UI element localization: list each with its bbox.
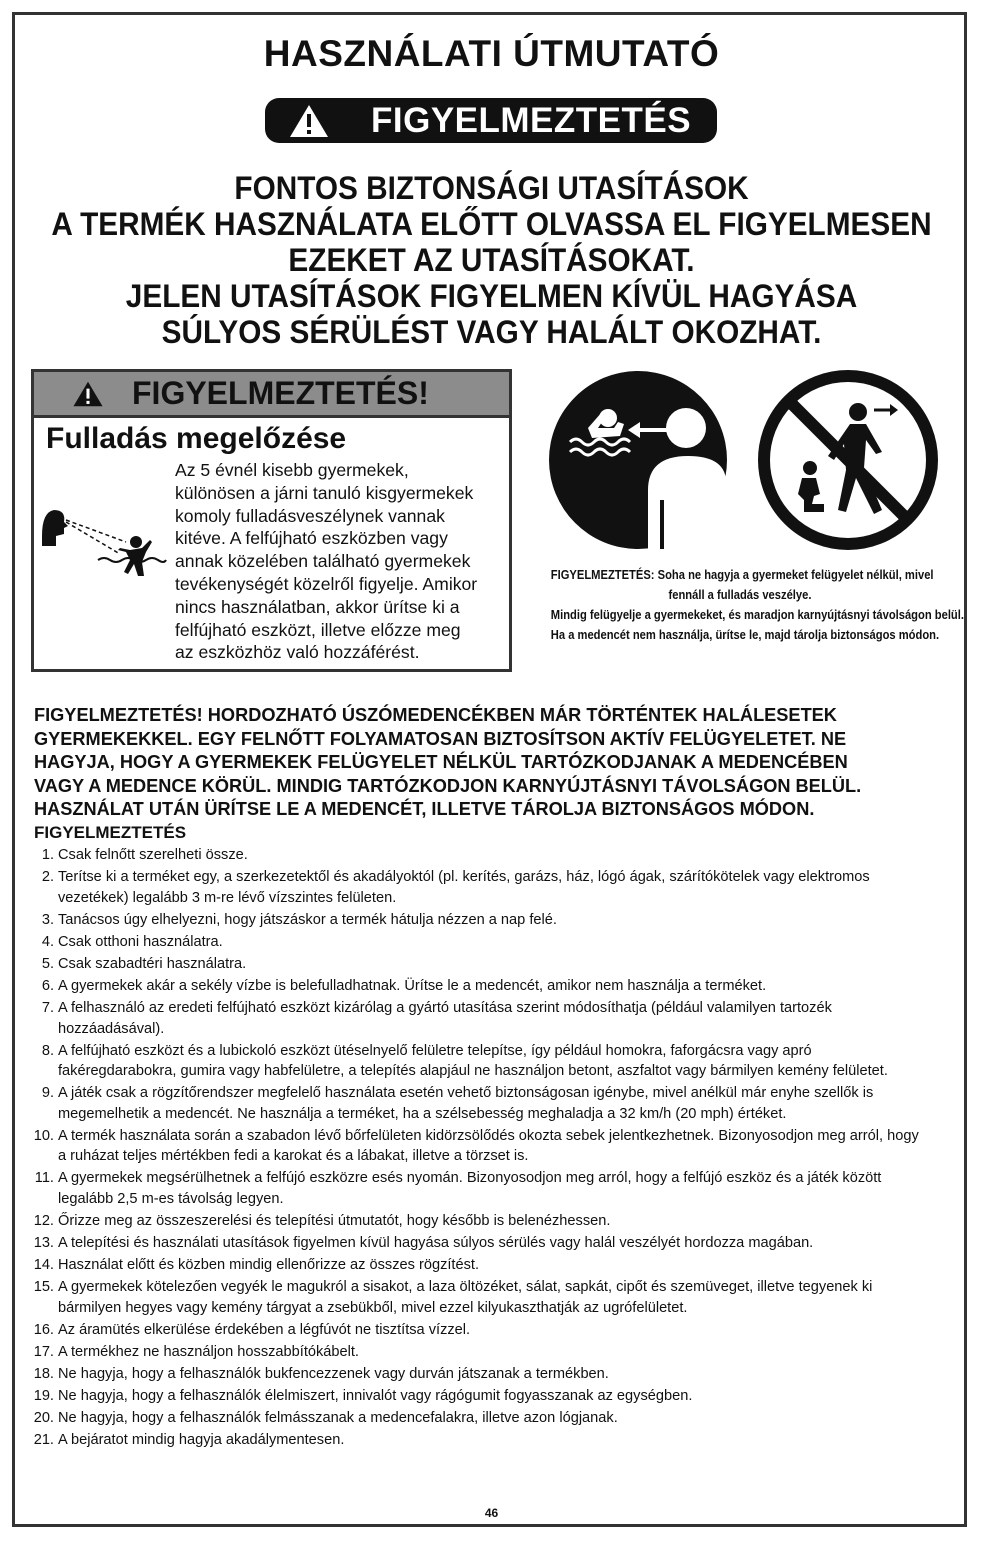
warning-list <box>30 845 930 1452</box>
drowning-warning-box <box>31 369 512 672</box>
safety-line: A TERMÉK HASZNÁLATA ELŐTT OLVASSA EL FIGYELMESEN <box>51 206 932 242</box>
list-item: 11. A gyermekek megsérülhetnek a felfújó eszközre esés nyomán. Bizonyosodjon meg arról, hogy a felfújó eszköz és a játék között legalább 2,5 m-es távolság legyen. <box>34 1170 882 1207</box>
list-item: 5. Csak szabadtéri használatra. <box>41 955 247 972</box>
list-item: 14. Használat előtt és közben mindig ellenőrizze az összes rögzítést. <box>33 1257 479 1274</box>
pictogram-caption <box>520 565 964 645</box>
warning-banner <box>265 98 717 143</box>
warning-box-line: annak közelében található gyermekek <box>175 551 471 572</box>
safety-line: FONTOS BIZTONSÁGI UTASÍTÁSOK <box>234 170 749 206</box>
pool-warning-paragraph <box>34 704 954 822</box>
drowning-child-icon <box>38 502 168 582</box>
page-title: HASZNÁLATI ÚTMUTATÓ <box>263 33 720 74</box>
safety-line: JELEN UTASÍTÁSOK FIGYELMEN KÍVÜL HAGYÁSA <box>125 278 858 314</box>
pictogram-caption-line: FIGYELMEZTETÉS: Soha ne hagyja a gyermeket felügyelet nélkül, mivel <box>550 567 934 582</box>
list-item: 13. A telepítési és használati utasítások figyelmen kívül hagyása súlyos sérülés vagy halál veszélyét hordozza magában. <box>33 1235 814 1252</box>
list-item: 15. A gyermekek kötelezően vegyék le magukról a sisakot, a laza öltözéket, sálat, sapkát, cipőt és szemüveget, illetve tegyenek ki bármilyen hegyes vagy kemény tárgyat a zsebükből, mivel ezzel kilyukaszthatják az ugrófelületet. <box>33 1279 873 1316</box>
warning-box-line: felfújható eszközt, illetve előzze meg <box>175 619 461 640</box>
list-item: 4. Csak otthoni használatra. <box>41 933 223 950</box>
list-item: 10. A termék használata során a szabadon lévő bőrfelületen kidörzsölődés okozta sebek jelentkezhetnek. Bizonyosodjon meg arról, hogy a ruházat teljes mértékben fedi a karokat és a lábakat, illetve a törzset is. <box>33 1127 919 1165</box>
warning-box-title: FIGYELMEZTETÉS! <box>132 375 429 411</box>
warning-box-line: komoly fulladásveszélynek vannak <box>175 505 445 526</box>
list-item: 18. Ne hagyja, hogy a felhasználók bukfencezzenek vagy durván játszanak a termékben. <box>33 1366 609 1383</box>
pictogram-caption-line: Ha a medencét nem használja, ürítse le, majd tárolja biztonságos módon. <box>550 627 940 642</box>
pool-warning-line: HAGYJA, HOGY A GYERMEKEK FELÜGYELET NÉLKÜL TARTÓZKODJANAK A MEDENCÉBEN <box>34 752 848 772</box>
warning-box-subtitle: Fulladás megelőzése <box>46 422 347 455</box>
list-item: 6. A gyermekek akár a sekély vízbe is belefulladhatnak. Ürítse le a medencét, amikor nem használja a terméket. <box>41 977 767 994</box>
warning-triangle-icon <box>72 381 104 407</box>
list-item: 9. A játék csak a rögzítőrendszer megfelelő használata esetén vehető biztonságosan igénybe, mivel anélkül már enyhe szellők is megemelhetik a medencét. Ne használja a terméket, ha a szélsebesség meghaladja a 32 km/h (20 mph) értéket. <box>41 1085 874 1122</box>
safety-pictograms <box>548 370 948 555</box>
warning-box-line: különösen a járni tanuló kisgyermekek <box>175 482 474 503</box>
pool-warning-line: VAGY A MEDENCE KÖRÜL. MINDIG TARTÓZKODJON KARNYÚJTÁSNYI TÁVOLSÁGON BELÜL. <box>34 775 862 796</box>
list-item: 2. Terítse ki a terméket egy, a szerkezetektől és akadályoktól (pl. kerítés, garázs, ház, lógó ágak, szárítókötelek vagy elektromos vezetékek) legalább 3 m-re lévő vízszintes felületen. <box>41 869 870 906</box>
list-item: 16. Az áramütés elkerülése érdekében a légfúvót ne tisztítsa vízzel. <box>33 1321 471 1338</box>
pool-warning-line: HASZNÁLAT UTÁN ÜRÍTSE LE A MEDENCÉT, ILLETVE TÁROLJA BIZTONSÁGOS MÓDON. <box>34 799 815 819</box>
list-item: 21. A bejáratot mindig hagyja akadálymentesen. <box>33 1432 345 1449</box>
warning-box-text <box>175 459 511 664</box>
warning-triangle-icon <box>289 104 329 138</box>
safety-instructions <box>34 170 948 350</box>
warning-box-header <box>34 372 509 418</box>
warning-box-line: kitéve. A felfújható eszközben vagy <box>175 528 448 549</box>
warning-box-line: Az 5 évnél kisebb gyermekek, <box>175 460 409 480</box>
list-heading: FIGYELMEZTETÉS <box>34 823 187 842</box>
safety-line: SÚLYOS SÉRÜLÉST VAGY HALÁLT OKOZHAT. <box>161 314 822 350</box>
list-item: 7. A felhasználó az eredeti felfújható eszközt kizárólag a gyártó utasítása szerint módosíthatja (például valamilyen tartozék hozzáadásával). <box>41 1000 832 1037</box>
pool-warning-line: GYERMEKEKKEL. EGY FELNŐTT FOLYAMATOSAN BIZTOSÍTSON AKTÍV FELÜGYELETET. NE <box>34 728 847 749</box>
pool-warning-line: FIGYELMEZTETÉS! HORDOZHATÓ ÚSZÓMEDENCÉKBEN MÁR TÖRTÉNTEK HALÁLESETEK <box>34 705 837 725</box>
list-item: 8. A felfújható eszközt és a lubickoló eszközt ütéselnyelő felületre telepítse, így például homokra, faforgácsra vagy apró fakéregdarabokra, gumira vagy habfelületre, a telepítés alapjául ne használjon betont, aszfaltot vagy bármilyen kemény felületet. <box>41 1042 888 1080</box>
no-unattended-child-icon <box>764 376 932 544</box>
list-item: 17. A termékhez ne használjon hosszabbítókábelt. <box>33 1344 359 1360</box>
list-item: 12. Őrizze meg az összeszerelési és telepítési útmutatót, hogy később is belenézhessen. <box>33 1213 611 1230</box>
page-number: 46 <box>484 1506 499 1520</box>
warning-box-line: nincs használatban, akkor ürítse ki a <box>175 596 460 617</box>
safety-line: EZEKET AZ UTASÍTÁSOKAT. <box>288 242 695 278</box>
pictogram-caption-line: fennáll a fulladás veszélye. <box>668 587 812 602</box>
warning-banner-label: FIGYELMEZTETÉS <box>371 100 692 140</box>
list-item: 1. Csak felnőtt szerelheti össze. <box>41 847 248 863</box>
list-item: 19. Ne hagyja, hogy a felhasználók élelmiszert, innivalót vagy rágógumit fogyasszanak az egységben. <box>33 1388 693 1405</box>
pictogram-caption-line: Mindig felügyelje a gyermekeket, és maradjon karnyújtásnyi távolságon belül. <box>550 607 964 622</box>
supervise-child-icon <box>549 371 727 549</box>
list-item: 20. Ne hagyja, hogy a felhasználók felmásszanak a medencefalakra, illetve azon lógjanak. <box>33 1410 618 1427</box>
warning-box-line: tevékenységét közelről figyelje. Amikor <box>175 573 478 594</box>
list-item: 3. Tanácsos úgy elhelyezni, hogy játszáskor a termék hátulja nézzen a nap felé. <box>41 911 557 928</box>
warning-box-line: az eszközhöz való hozzáférést. <box>175 642 420 663</box>
